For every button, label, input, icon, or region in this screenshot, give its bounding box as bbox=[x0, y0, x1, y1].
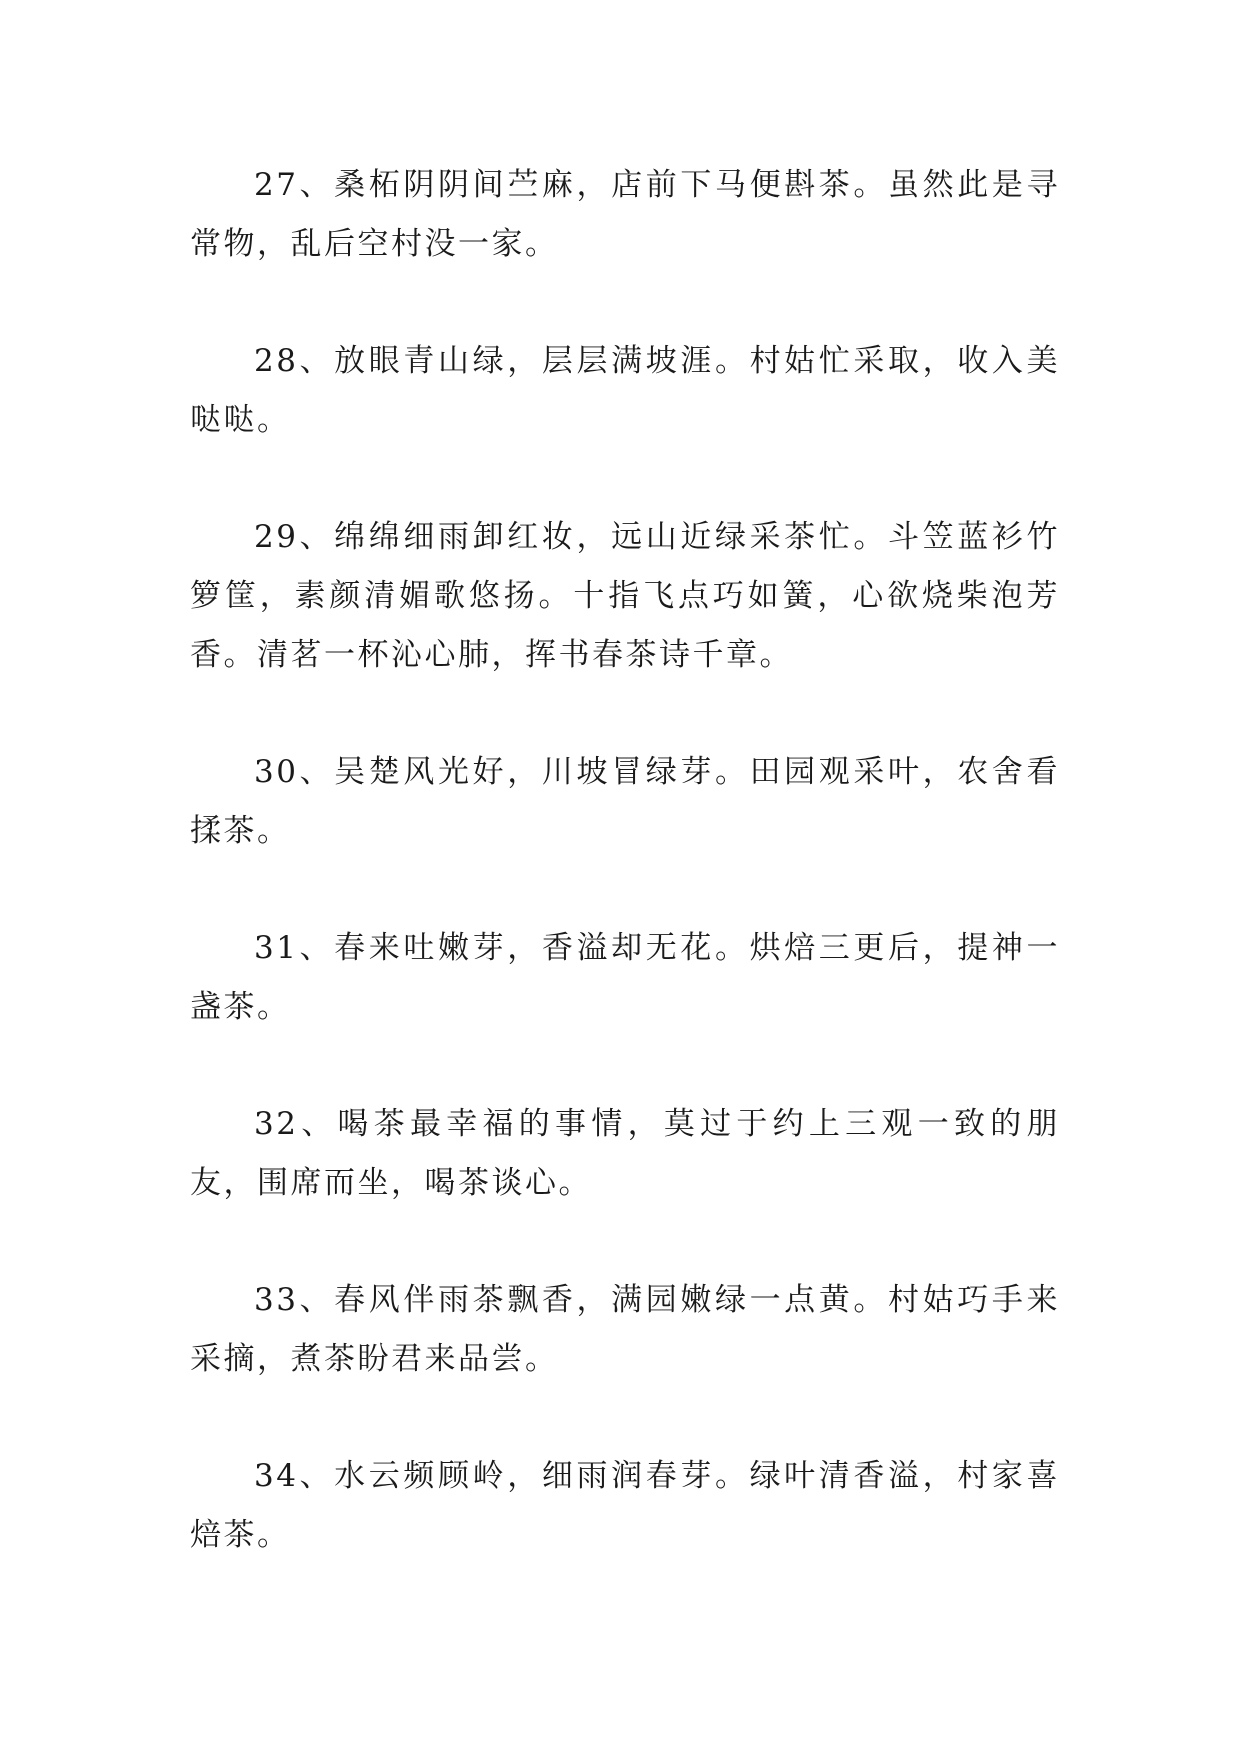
paragraph-34: 34、水云频顾岭，细雨润春芽。绿叶清香溢，村家喜焙茶。 bbox=[190, 1458, 1060, 1553]
paragraph-33: 33、春风伴雨茶飘香，满园嫩绿一点黄。村姑巧手来采摘，煮茶盼君来品尝。 bbox=[190, 1282, 1060, 1377]
paragraph-29: 29、绵绵细雨卸红妆，远山近绿采茶忙。斗笠蓝衫竹箩筐，素颜清媚歌悠扬。十指飞点巧如簧，心欲烧柴泡芳香。清茗一杯沁心肺，挥书春茶诗千章。 bbox=[190, 519, 1060, 673]
paragraph-27: 27、桑柘阴阴间苎麻，店前下马便斟茶。虽然此是寻常物，乱后空村没一家。 bbox=[190, 167, 1060, 262]
paragraph-32: 32、喝茶最幸福的事情，莫过于约上三观一致的朋友，围席而坐，喝茶谈心。 bbox=[190, 1106, 1060, 1201]
paragraph-30: 30、吴楚风光好，川坡冒绿芽。田园观采叶，农舍看揉茶。 bbox=[190, 754, 1060, 849]
paragraph-28: 28、放眼青山绿，层层满坡涯。村姑忙采取，收入美哒哒。 bbox=[190, 343, 1060, 438]
paragraph-31: 31、春来吐嫩芽，香溢却无花。烘焙三更后，提神一盏茶。 bbox=[190, 930, 1060, 1025]
